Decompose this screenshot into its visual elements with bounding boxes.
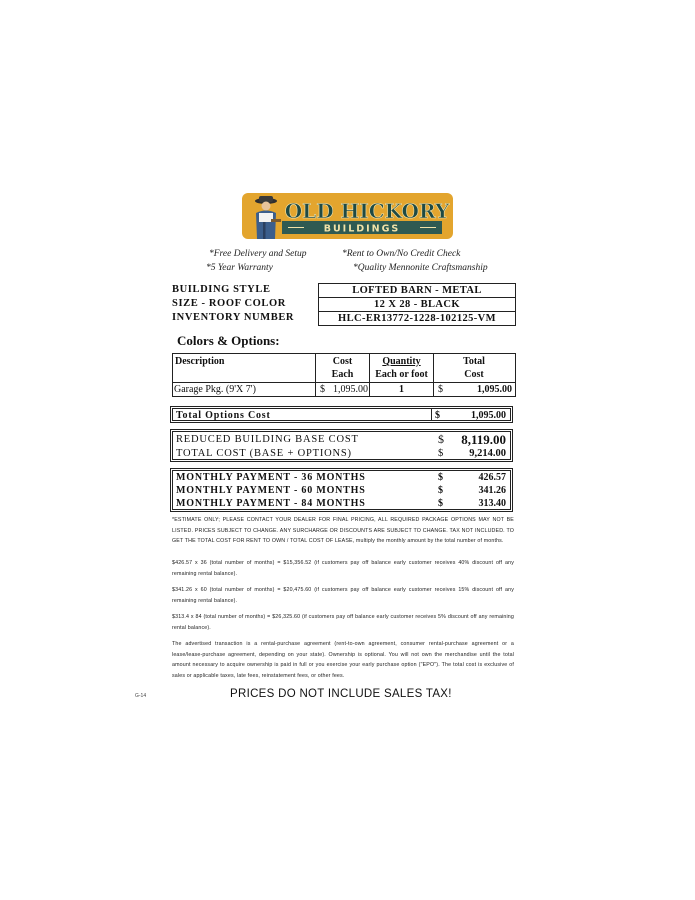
building-info-labels xyxy=(172,283,294,325)
payment-36-label: MONTHLY PAYMENT - 36 MONTHS xyxy=(176,472,366,483)
option-total-currency: $ xyxy=(438,384,443,395)
payment-36-explanation: $426.57 x 36 (total number of months) = $15,356.52 (if customers pay off balance early customer receives 40% discount off any remaining rental balance). xyxy=(172,560,514,577)
rental-purchase-terms: The advertised transaction is a rental-purchase agreement (rent-to-own agreement, consumer rental-purchase agreement or a lease/lease-purchase agreement, depending on your state). Ownership is optional. You will not own the merchandise until the total amount necessary to acquire ownership is paid in full or you exercise your early purchase option ("EPO"). The total cost is exclusive of sales or applicable taxes, late fees, reinstatement fees, or other fees. xyxy=(172,641,514,679)
perk-rent-to-own: *Rent to Own/No Credit Check xyxy=(342,249,461,259)
payment-60-explanation: $341.26 x 60 (total number of months) = $20,475.60 (if customers pay off balance early customer receives 15% discount off any remaining rental balance). xyxy=(172,587,514,604)
header-quantity-2: Each or foot xyxy=(375,369,428,380)
payment-84-currency: $ xyxy=(438,498,443,509)
header-cost-each-1: Cost xyxy=(332,356,353,367)
perk-craftsmanship: *Quality Mennonite Craftsmanship xyxy=(353,263,488,273)
total-options-amount: 1,095.00 xyxy=(471,410,506,421)
total-options-currency: $ xyxy=(435,410,440,421)
inventory-number-label: INVENTORY NUMBER xyxy=(172,312,295,323)
payments-box xyxy=(170,468,513,512)
total-cost-amount: 9,214.00 xyxy=(469,448,506,459)
option-cost-currency: $ xyxy=(320,384,325,395)
payment-60-amount: 341.26 xyxy=(478,485,506,496)
building-info-values xyxy=(318,283,516,326)
costs-box xyxy=(170,429,513,462)
inventory-number-value: HLC-ER13772-1228-102125-VM xyxy=(338,313,496,324)
total-options-label: Total Options Cost xyxy=(176,410,271,421)
header-quantity-1: Quantity xyxy=(382,356,421,367)
no-sales-tax-notice: PRICES DO NOT INCLUDE SALES TAX! xyxy=(230,688,452,700)
payment-84-label: MONTHLY PAYMENT - 84 MONTHS xyxy=(176,498,366,509)
total-options-box xyxy=(170,406,513,423)
perk-free-delivery: *Free Delivery and Setup xyxy=(209,249,307,259)
header-total-1: Total xyxy=(463,356,485,367)
option-cost: 1,095.00 xyxy=(333,384,368,395)
header-total-2: Cost xyxy=(464,369,484,380)
building-style-label: BUILDING STYLE xyxy=(172,284,271,295)
disclaimer-paragraph: *ESTIMATE ONLY; PLEASE CONTACT YOUR DEALER FOR FINAL PRICING, ALL REQUIRED PACKAGE OPTIONS MAY NOT BE LISTED. PRICES SUBJECT TO CHANGE. ANY SURCHARGE OR DISCOUNTS ARE SUBJECT TO CHANGE. TAX NOT INCLUDED. TO GET THE TOTAL COST FOR RENT TO OWN / TOTAL COST OF LEASE, multiply the monthly amount by the total number of months. xyxy=(172,517,514,544)
options-section-title: Colors & Options: xyxy=(177,333,280,348)
base-cost-currency: $ xyxy=(438,432,444,446)
old-hickory-logo xyxy=(242,193,453,239)
payment-36-amount: 426.57 xyxy=(478,472,506,483)
building-style-value: LOFTED BARN - METAL xyxy=(319,284,515,298)
options-table xyxy=(172,353,516,397)
total-cost-label: TOTAL COST (BASE + OPTIONS) xyxy=(176,448,352,459)
perk-warranty: *5 Year Warranty xyxy=(206,263,273,273)
payment-84-amount: 313.40 xyxy=(478,498,506,509)
size-roof-color-value: 12 X 28 - BLACK xyxy=(319,298,515,312)
payment-84-explanation: $313.4 x 84 (total number of months) = $26,325.60 (if customers pay off balance early customer receives 5% discount off any remaining rental balance). xyxy=(172,614,514,631)
option-description: Garage Pkg. (9'X 7') xyxy=(174,384,256,395)
payment-60-label: MONTHLY PAYMENT - 60 MONTHS xyxy=(176,485,366,496)
option-quantity: 1 xyxy=(399,384,404,395)
logo-graphic xyxy=(242,193,453,239)
total-cost-currency: $ xyxy=(438,448,444,459)
payment-36-currency: $ xyxy=(438,472,443,483)
logo-line2: BUILDINGS xyxy=(323,223,401,235)
base-cost-amount: 8,119.00 xyxy=(461,432,506,447)
side-code: G-14 xyxy=(135,693,147,699)
payment-60-currency: $ xyxy=(438,485,443,496)
option-total: 1,095.00 xyxy=(477,384,512,395)
size-roof-color-label: SIZE - ROOF COLOR xyxy=(172,298,286,309)
header-description: Description xyxy=(175,356,225,367)
base-cost-label: REDUCED BUILDING BASE COST xyxy=(176,434,359,445)
header-cost-each-2: Each xyxy=(331,369,354,380)
logo-line1: OLD HICKORY xyxy=(284,199,450,223)
